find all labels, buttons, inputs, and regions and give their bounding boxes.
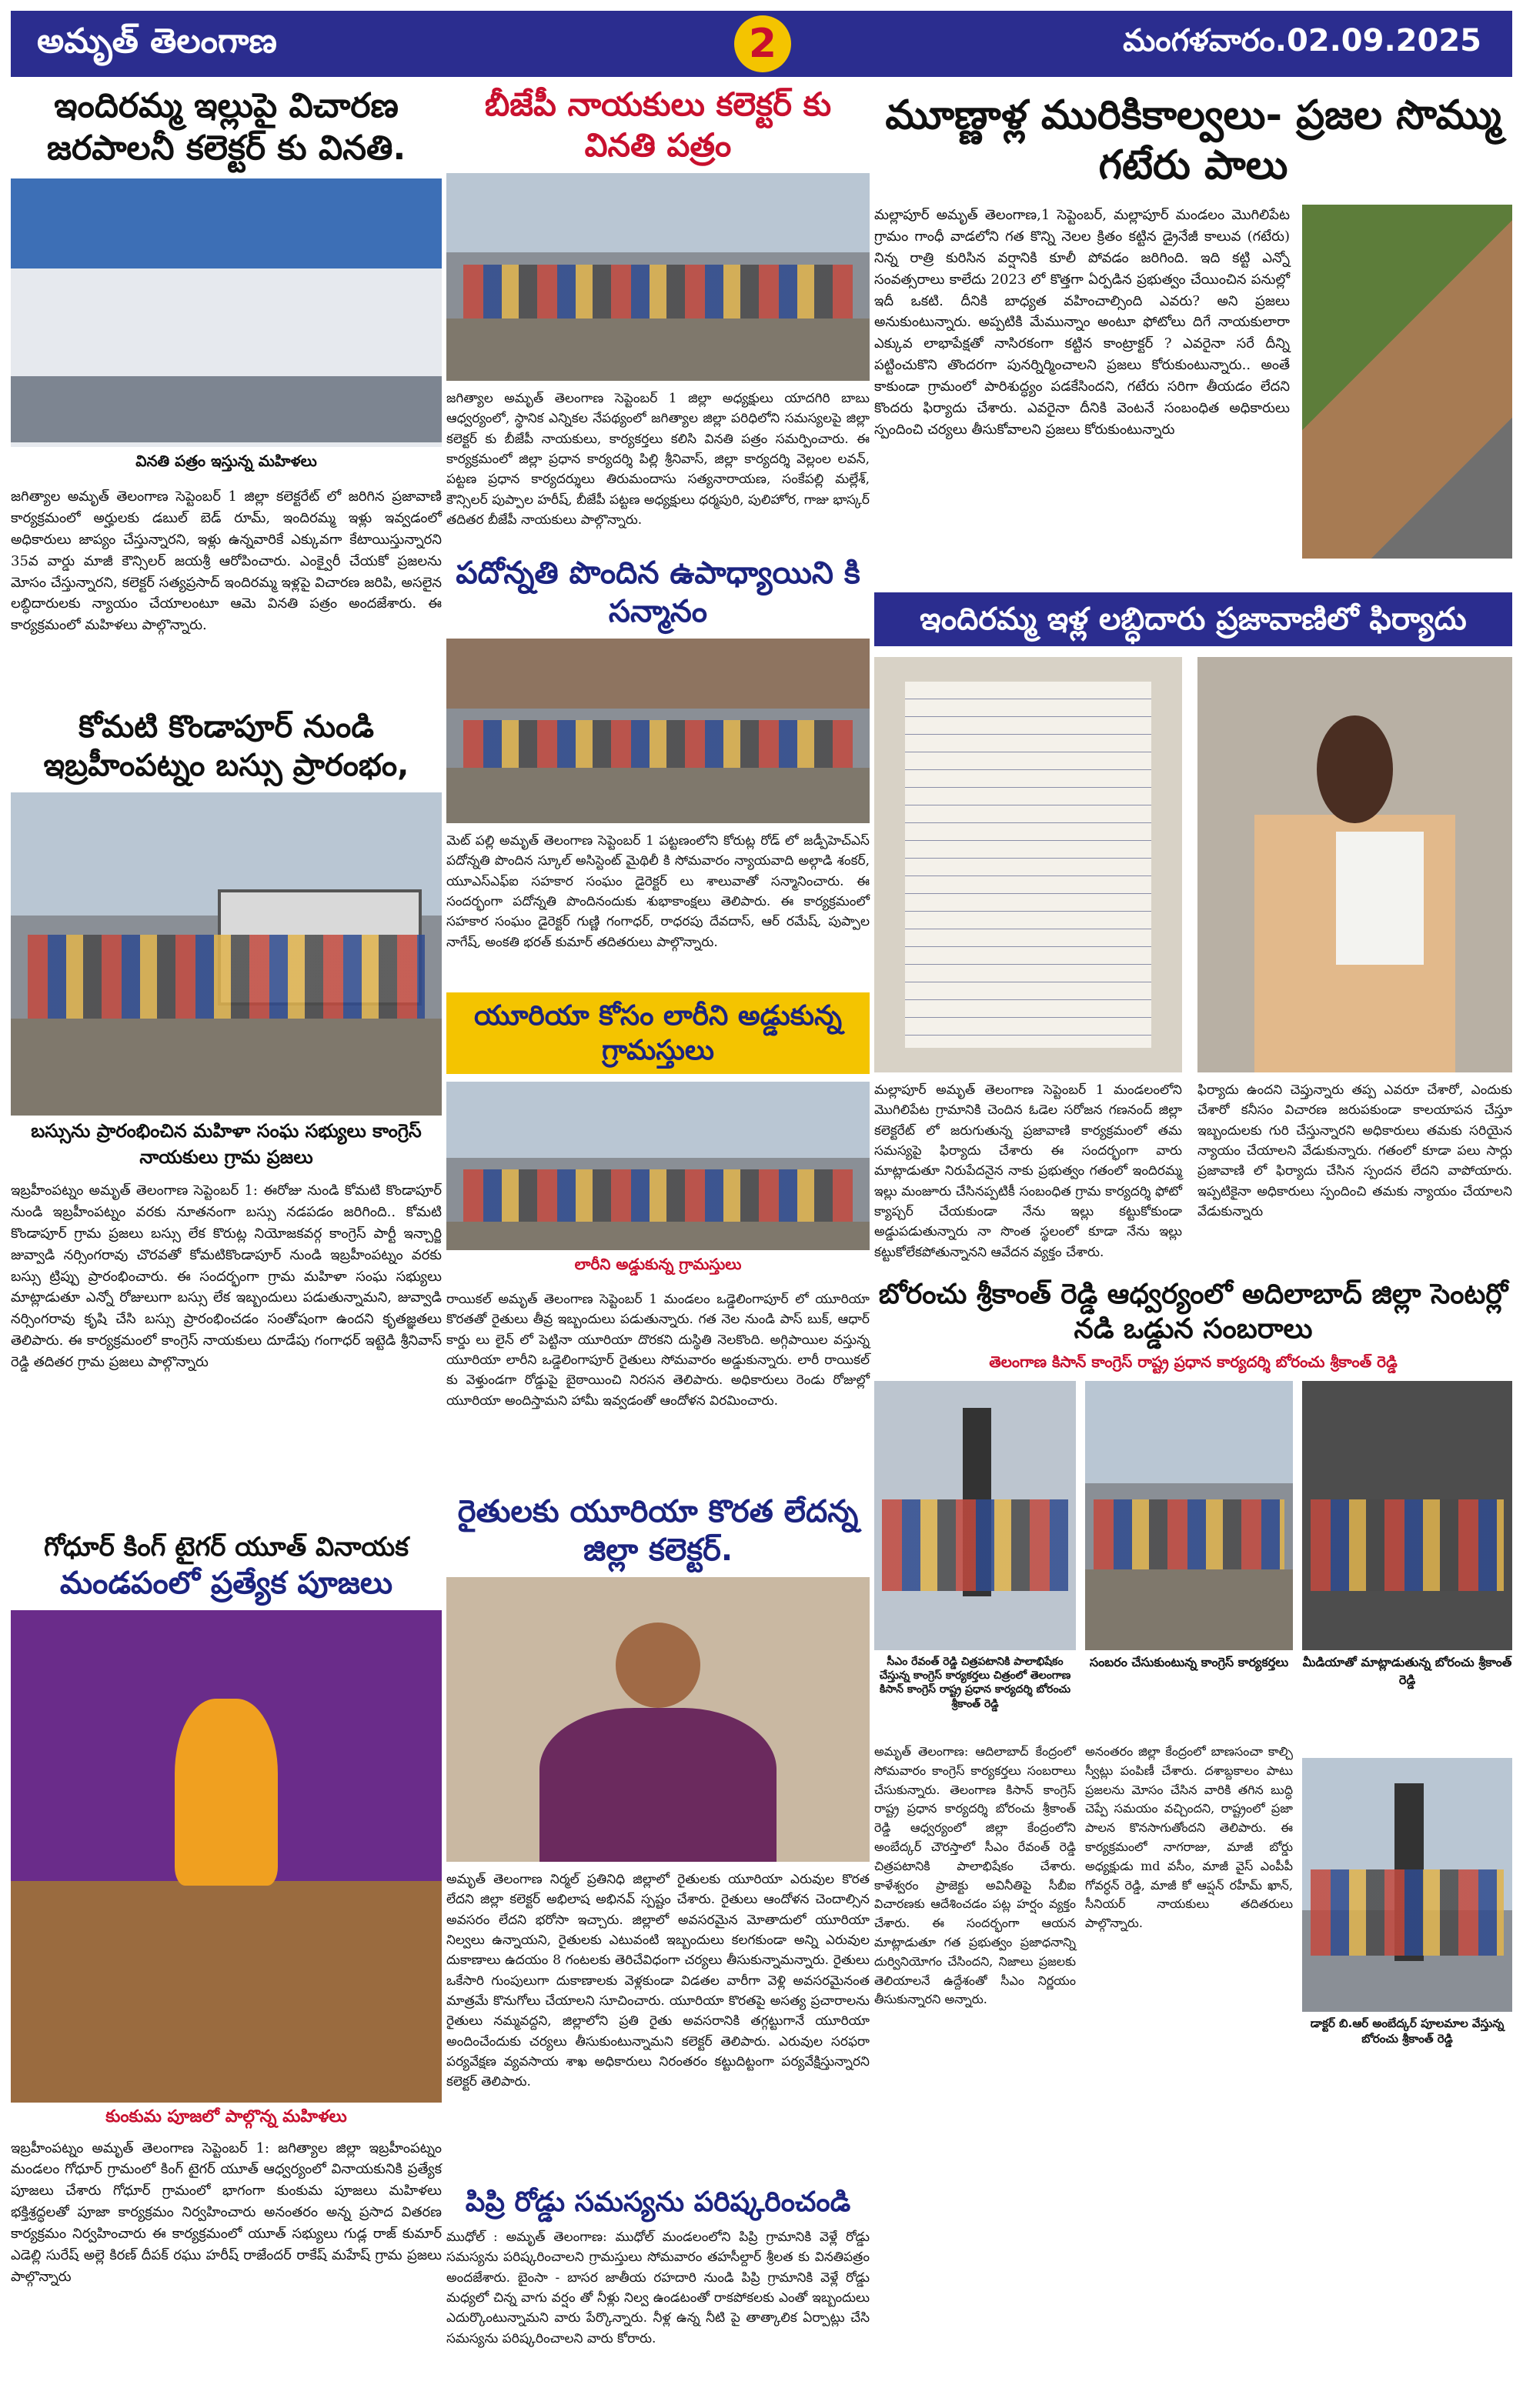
- photo-caption: వినతి పత్రం ఇస్తున్న మహిళలు: [11, 447, 442, 479]
- article-body-left: మల్లాపూర్ అమృత్ తెలంగాణ సెప్టెంబర్ 1 మండలంలోని మొగిలిపేట గ్రామానికి చెందిన ఓడెల సరోజన గణనంద్ జిల్లా కలెక్టరేట్ లో జరుగుతున్న ప్రజావాణి కార్యక్రమంలో తమ సమస్యపై ఫిర్యాదు చేశారు ఈ సందర్భంగా వారు మాట్లాడుతూ నిరుపేదనైన నాకు ప్రభుత్వం గతంలో ఇందిరమ్మ ఇల్లు మంజూరు చేసినప్పటికీ సంబంధిత గ్రామ కార్యదర్శి ఫోటో క్యాప్చర్ చేయకుండా నేను ఇల్లు కట్టుకోకుండా అడ్డుపడుతున్నారు నా సొంత స్థలంలో కూడా నేను ఇల్లు కట్టుకోలేకపోతున్నానని ఆవేదన వ్యక్తం చేశారు.: [874, 1082, 1182, 1260]
- article-photo: [1302, 1381, 1512, 1650]
- article-body: ముధోల్ : అమృత్ తెలంగాణ: ముధోల్ మండలంలోని పిప్రి గ్రామానికి వెళ్లే రోడ్డు సమస్యను పరిష్కరించాలని గ్రామస్తులు సోమవారం తహసీల్దార్ శ్రీలత కు వినతిపత్రం అందజేశారు. బైంసా - బాసర జాతీయ రహదారి నుండి పిప్రి గ్రామానికి వెళ్లే రోడ్డు మధ్యలో చిన్న వాగు వర్షం తో నీళ్లు నిల్వ ఉండటంతో రాకపోకలకు ఎంతో ఇబ్బందులు ఎదుర్కొంటున్నామని వారు పేర్కొన్నారు. నీళ్ల ఉన్న నీటి పై తాత్కాలిక ఏర్పాట్లు చేసి సమస్యను పరిష్కరించాలని వారు కోరారు.: [446, 2230, 870, 2346]
- masthead: [11, 11, 1512, 77]
- complainant-photo: [1197, 657, 1512, 1072]
- article-bjp-petition: [446, 85, 870, 529]
- article-pipri-road: [446, 2185, 870, 2396]
- article-body: రాయికల్ అమృత్ తెలంగాణ సెప్టెంబర్ 1 మండలం ఒడ్డెలింగాపూర్ లో యూరియా కొరతతో రైతులు తీవ్ర ఇబ్బందులు పడుతున్నారు. గత నెల నుండి పాస్ బుక్, ఆధార్ కార్డు లు లైన్ లో పెట్టినా యూరియా దొరకని దుస్థితి నెలకొంది. అగ్గిపాయిల వస్తున్న యూరియా లారీని ఒడ్డెలింగాపూర్ రైతులు సోమవారం అడ్డుకున్నారు. లారీ రాయికల్ కు వెళ్తుండగా రోడ్డుపై బైఠాయించి నిరసన తెలిపారు. అధికారులు రెండు రోజుల్లో యూరియా అందిస్తామని హామీ ఇవ్వడంతో ఆందోళన విరమించారు.: [446, 1292, 870, 1409]
- article-photo: [1085, 1381, 1293, 1650]
- article-photo: [446, 173, 870, 381]
- article-collector-urea: [446, 1492, 870, 2208]
- photo-block-1: [874, 1381, 1076, 1711]
- article-indiramma-complaint: [874, 592, 1512, 1260]
- article-subhead: తెలంగాణ కిసాన్ కాంగ్రెస్ రాష్ట్ర ప్రధాన కార్యదర్శి బోరంచు శ్రీకాంత్ రెడ్డి: [989, 1352, 1398, 1371]
- page-number-badge: 2: [734, 15, 791, 72]
- article-body: ఇబ్రహీంపట్నం అమృత్ తెలంగాణ సెప్టెంబర్ 1: ఈరోజు నుండి కోమటి కొండాపూర్ నుండి ఇబ్రహీంపట్నం వరకు నూతనంగా బస్సు నడపడం జరిగింది.. కోమటి కొండాపూర్ గ్రామ ప్రజలు బస్సు లేక కొరుట్ల నియోజకవర్గ కాంగ్రెస్ పార్టీ ఇన్చార్జి జువ్వాడి నర్సింగరావు చొరవతో కోమటికొండాపూర్ నుండి ఇబ్రహీంపట్నం వరకు బస్సు ట్రిప్పు ప్రారంభించారు. ఈ సందర్భంగా గ్రామ మహిళా సంఘ సభ్యులు మాట్లాడుతూ ఎన్నో రోజులుగా బస్సు లేక ఇబ్బందులు పడుతున్నామని, జువ్వాడి నర్సింగరావు కృషి చేసి బస్సు ప్రారంభించడం సంతోషంగా ఉందని కృతజ్ఞతలు తెలిపారు. ఈ కార్యక్రమంలో కాంగ్రెస్ నాయకులు దూడేపు గంగాధర్ ఇట్టెడి శ్రీనివాస్ రెడ్డి తదితర గ్రామ ప్రజలు పాల్గొన్నారు: [11, 1182, 442, 1371]
- article-photo: [874, 1381, 1076, 1650]
- photo-caption: డాక్టర్ బి.ఆర్ అంబేద్కర్ పూలమాల వేస్తున్న బోరంచు శ్రీకాంత్ రెడ్డి: [1310, 2016, 1505, 2046]
- article-body-a: అమృత్ తెలంగాణ: ఆదిలాబాద్ కేంద్రంలో సోమవారం కాంగ్రెస్ కార్యకర్తలు సంబరాలు చేసుకున్నారు. తెలంగాణ కిసాన్ కాంగ్రెస్ రాష్ట్ర ప్రధాన కార్యదర్శి బోరంచు శ్రీకాంత్ రెడ్డి ఆధ్వర్యంలో జిల్లా కేంద్రంలోని అంబేద్కర్ చౌరస్తాలో సీఎం రేవంత్ రెడ్డి చిత్రపటానికి పాలాభిషేకం చేశారు. కాళేశ్వరం ప్రాజెక్టు అవినీతిపై సీబీఐ విచారణకు ఆదేశించడం పట్ల హర్షం వ్యక్తం చేశారు. ఈ సందర్భంగా ఆయన మాట్లాడుతూ గత ప్రభుత్వం ప్రజాధనాన్ని దుర్వినియోగం చేసిందని, నిజాలు ప్రజలకు తెలియాలనే ఉద్దేశంతో సీఎం నిర్ణయం తీసుకున్నారని అన్నారు.: [874, 1744, 1076, 2007]
- article-headline: కోమటి కొండాపూర్ నుండి ఇబ్రహీంపట్నం బస్సు ప్రారంభం,: [43, 709, 409, 783]
- article-body: మెట్ పల్లి అమృత్ తెలంగాణ సెప్టెంబర్ 1 పట్టణంలోని కోరుట్ల రోడ్ లో జడ్పీహెచ్ఎస్ పదోన్నతి పొందిన స్కూల్ అసిస్టెంట్ మైథిలీ కి సోమవారం న్యాయవాది అల్గాడి శంకర్, యూఎస్ఎఫ్ఐ సహకార సంఘం డైరెక్టర్ లు శాలువాతో సన్మానించారు. ఈ సందర్భంగా పదోన్నతి పొందినందుకు శుభాకాంక్షలు తెలిపారు. ఈ కార్యక్రమంలో సహకార సంఘం డైరెక్టర్ గుణ్ణి గంగాధర్, రాధరపు దేవదాస్, ఆర్ రమేష్, పుప్పాల నాగేష్, అంకతి భరత్ కుమార్ తదితరులు పాల్గొన్నారు.: [446, 833, 870, 950]
- article-teacher-honour: [446, 554, 870, 950]
- photo-caption: సంబరం చేసుకుంటున్న కాంగ్రెస్ కార్యకర్తలు: [1089, 1655, 1289, 1669]
- article-photo: [11, 178, 442, 479]
- article-headline: ఇందిరమ్మ ఇళ్ల లబ్ధిదారు ప్రజావాణిలో ఫిర్యాదు: [874, 592, 1512, 646]
- article-godhur-puja: [11, 1531, 442, 2323]
- article-headline: యూరియా కోసం లారీని అడ్డుకున్న గ్రామస్తులు: [446, 992, 870, 1074]
- article-indiramma-collector-petition: [11, 85, 442, 679]
- article-photo: [11, 792, 442, 1116]
- photo-caption: మీడియాతో మాట్లాడుతున్న బోరంచు శ్రీకాంత్ రెడ్డి: [1302, 1655, 1512, 1687]
- article-adilabad-celebrations: [874, 1277, 1512, 2327]
- article-headline-1: గోధూర్ కింగ్ టైగర్ యూత్ వినాయక: [44, 1532, 409, 1563]
- article-photo: [446, 1577, 870, 1862]
- article-body: జగిత్యాల అమృత్ తెలంగాణ సెప్టెంబర్ 1 జిల్లా కలెక్టరేట్ లో జరిగిన ప్రజావాణి కార్యక్రమంలో అర్హులకు డబుల్ బెడ్ రూమ్, ఇందిరమ్మ ఇళ్లు ఇవ్వడంలో అధికారులు జాప్యం చేస్తున్నారని, ఇళ్లు ఉన్నవారికే ఎక్కువగా కేటాయిస్తున్నారని 35వ వార్డు మాజీ కౌన్సిలర్ జయశ్రీ ఆరోపించారు. ఎంక్వైరీ చేయకో ప్రజలను మోసం చేస్తున్నారని, కలెక్టర్ సత్యప్రసాద్ ఇందిరమ్మ ఇళ్లపై విచారణ జరిపి, అసలైన లబ్ధిదారులకు న్యాయం చేయాలంటూ ఆమె వినతి పత్రం అందజేశారు. ఈ కార్యక్రమంలో మహిళలు పాల్గొన్నారు.: [11, 489, 442, 634]
- article-headline: మూణ్ణాళ్ల మురికికాల్వలు- ప్రజల సొమ్ము గటేరు పాలు: [874, 85, 1512, 197]
- photo-caption: సీఎం రేవంత్ రెడ్డి చిత్రపటానికి పాలాభిషేకం చేస్తున్న కాంగ్రెస్ కార్యకర్తలు చిత్రంలో తెలంగాణ కిసాన్ కాంగ్రెస్ రాష్ట్ర ప్రధాన కార్యదర్శి బోరంచు శ్రీకాంత్ రెడ్డి: [879, 1656, 1071, 1710]
- article-body: అమృత్ తెలంగాణ నిర్మల్ ప్రతినిధి జిల్లాలో రైతులకు యూరియా ఎరువుల కొరత లేదని జిల్లా కలెక్టర్ అభిలాష అభినవ్ స్పష్టం చేశారు. రైతులు ఆందోళన చెందాల్సిన అవసరం లేదని భరోసా ఇచ్చారు. జిల్లాలో అవసరమైన మోతాదులో యూరియా నిల్వలు ఉన్నాయని, రైతులకు ఎటువంటి ఇబ్బందులు కలగకుండా అన్ని ఎరువుల దుకాణాలు ఉదయం 8 గంటలకు తెరిచేవిధంగా చర్యలు తీసుకున్నామన్నారు. రైతులు ఒకేసారి గుంపులుగా దుకాణాలకు వెళ్లకుండా విడతల వారీగా వెళ్లి అవసరమైనంత మాత్రమే కొనుగోలు చేయాలని సూచించారు. యూరియా కొరతపై అసత్య ప్రచారాలను రైతులు నమ్మవద్దని, జిల్లాలోని ప్రతి రైతు అవసరానికి తగ్గట్టుగానే యూరియా అందించేందుకు చర్యలు తీసుకుంటున్నామని కలెక్టర్ తెలిపారు. ఎరువుల సరఫరా పర్యవేక్షణ వ్యవసాయ శాఖ అధికారులు నిరంతరం కట్టుదిట్టంగా పర్యవేక్షిస్తున్నారని కలెక్టర్ తెలిపారు.: [446, 1872, 870, 2090]
- article-komati-bus: [11, 708, 442, 1434]
- article-headline: రైతులకు యూరియా కొరత లేదన్న జిల్లా కలెక్టర్.: [457, 1494, 859, 1568]
- article-photo: [446, 1082, 870, 1282]
- issue-date: మంగళవారం.02.09.2025: [1123, 23, 1481, 58]
- article-headline-2: మండపంలో ప్రత్యేక పూజలు: [59, 1565, 393, 1601]
- photo-caption: కుంకుమ పూజలో పాల్గొన్న మహిళలు: [105, 2106, 347, 2126]
- article-body-right: ఫిర్యాదు ఉందని చెప్తున్నారు తప్ప ఎవరూ చేశారో, ఎందుకు చేశారో కనీసం విచారణ జరుపకుండా కాలయాపన చేస్తూ ఇబ్బందులకు గురి చేస్తున్నారని అధికారులు తమకు సరియైన న్యాయం చేయాలని వేడుకున్నారు. గతంలో కూడా పలు సార్లు ప్రజావాణి లో ఫిర్యాదు చేసిన స్పందన లేదని వాపోయారు. ఇప్పటికైనా అధికారులు స్పందించి తమకు న్యాయం చేయాలని వేడుకున్నారు: [1197, 1082, 1512, 1220]
- article-headline: పిప్రి రోడ్డు సమస్యను పరిష్కరించండి: [465, 2186, 851, 2218]
- photo-block-3: [1302, 1381, 1512, 1690]
- article-photo: [446, 639, 870, 823]
- article-body: మల్లాపూర్ అమృత్ తెలంగాణ,1 సెప్టెంబర్, మల్లాపూర్ మండలం మొగిలిపేట గ్రామం గాంధీ వాడలోని గత కొన్ని నెలల క్రితం కట్టిన డ్రైనేజీ కాలువ (గటేరు) నిన్న రాత్రి కురిసిన వర్షానికి కూలీ పోవడం జరిగింది. ఇది కట్టి ఎన్నో సంవత్సరాలు కాలేదు 2023 లో కొత్తగా ఏర్పడిన ప్రభుత్వం చేయించిన పనుల్లో ఇదీ ఒకటి. దీనికి బాధ్యత వహించాల్సింది ఎవరు? అని ప్రజలు అనుకుంటున్నారు. అప్పటికి మేమున్నాం అంటూ ఫోటోలు దిగే నాయకులారా ఎక్కువ లాభాపేక్షతో నాసిరకంగా కట్టిన కాంట్రాక్టర్ ? ఎవరైనా సరే దీన్ని పట్టించుకొని తొందరగా పునర్నిర్మించాలని ప్రజలు కోరుకుంటున్నారు.. అంతే కాకుండా గ్రామంలో పారిశుద్ధ్యం పడకేసిందని, గటేరు సరిగా తీయడం లేదని కొందరు ఫిర్యాదు చేశారు. ఎవరైనా దీనికి వెంటనే సంబంధిత అధికారులు స్పందించి చర్యలు తీసుకోవాలని ప్రజలు కోరుకుంటున్నారు: [874, 207, 1290, 438]
- article-photo: [11, 1610, 442, 2103]
- complaint-letter-photo: [874, 657, 1182, 1072]
- article-headline: బీజేపీ నాయకులు కలెక్టర్ కు వినతి పత్రం: [484, 85, 832, 164]
- article-headline: పదోన్నతి పొందిన ఉపాధ్యాయిని కి సన్మానం: [456, 555, 860, 629]
- article-urea-lorry: [446, 992, 870, 1439]
- photo-caption: లారీని అడ్డుకున్న గ్రామస్తులు: [446, 1250, 870, 1282]
- article-photo: [1302, 205, 1512, 559]
- article-body: జగిత్యాల అమృత్ తెలంగాణ సెప్టెంబర్ 1 జిల్లా అధ్యక్షులు యాదగిరి బాబు ఆధ్వర్యంలో, స్థానిక ఎన్నికల నేపథ్యంలో జగిత్యాల జిల్లా పరిధిలోని సమస్యలపై జిల్లా కలెక్టర్ కు బీజేపీ నాయకులు, కార్యకర్తలు కలిసి వినతి పత్రం సమర్పించారు. ఈ కార్యక్రమంలో జిల్లా ప్రధాన కార్యదర్శి పిల్లి శ్రీనివాస్, జిల్లా కార్యదర్శి వెల్లంల లవన్, పట్టణ ప్రధాన కార్యదర్శులు తిరుమందాసు సత్యనారాయణ, సంకేపల్లి మల్లేశ్, కౌన్సిలర్ పుప్పాల హరీష్, బీజేపీ పట్టణ అధ్యక్షులు ధర్మపురి, పులిహోర, గాజు భాస్కర్ తదితర బీజేపీ నాయకులు పాల్గొన్నారు.: [446, 391, 870, 529]
- photo-block-2: [1085, 1381, 1293, 1673]
- paper-name: అమృత్ తెలంగాణ: [37, 22, 277, 61]
- article-headline: బోరంచు శ్రీకాంత్ రెడ్డి ఆధ్వర్యంలో అదిలాబాద్ జిల్లా సెంటర్లో నడి ఒడ్డున సంబరాలు: [878, 1279, 1508, 1345]
- article-drain-collapse: [874, 85, 1512, 589]
- article-body-b: అనంతరం జిల్లా కేంద్రంలో బాణసంచా కాల్చి స్వీట్లు పంపిణీ చేశారు. దశాబ్దకాలం పాటు ప్రజలను మోసం చేసిన వారికి తగిన బుద్ధి చెప్పే సమయం వచ్చిందని, రాష్ట్రంలో ప్రజా పాలన కొనసాగుతోందని తెలిపారు. ఈ కార్యక్రమంలో నాగరాజు, మాజీ బోర్డు అధ్యక్షుడు md వసీం, మాజీ వైస్ ఎంపీపీ గోవర్ధన్ రెడ్డి, మాజీ కో ఆప్షన్ రహీమ్ ఖాన్, సీనియర్ నాయకులు తదితరులు పాల్గొన్నారు.: [1085, 1744, 1293, 1931]
- article-body: ఇబ్రహీంపట్నం అమృత్ తెలంగాణ సెప్టెంబర్ 1: జగిత్యాల జిల్లా ఇబ్రహీంపట్నం మండలం గోధూర్ గ్రామంలో కింగ్ టైగర్ యూత్ ఆధ్వర్యంలో వినాయకునికి ప్రత్యేక పూజలు చేశారు గోధూర్ గ్రామంలో భాగంగా కుంకుమ పూజలు మహిళలు భక్తిశ్రద్ధలతో పూజా కార్యక్రమం నిర్వహించారు అనంతరం అన్న ప్రసాద వితరణ కార్యక్రమం నిర్వహించారు ఈ కార్యక్రమంలో యూత్ సభ్యులు గుడ్ల రాజ్ కుమార్ ఎడెల్లి సురేష్ అల్లె కిరణ్ దీపక్ రఘు హరీష్ రాజేందర్ రాకేష్ మహేష్ గ్రామ ప్రజలు పాల్గొన్నారు: [11, 2140, 442, 2285]
- article-headline: ఇందిరమ్మ ఇల్లుపై విచారణ జరపాలనీ కలెక్టర్ కు వినతి.: [46, 86, 406, 168]
- article-photo: [1302, 1758, 1512, 2012]
- photo-caption: బస్సును ప్రారంభించిన మహిళా సంఘ సభ్యులు కాంగ్రెస్ నాయకులు గ్రామ ప్రజలు: [31, 1120, 422, 1168]
- photo-block-4: [1302, 1758, 1512, 2046]
